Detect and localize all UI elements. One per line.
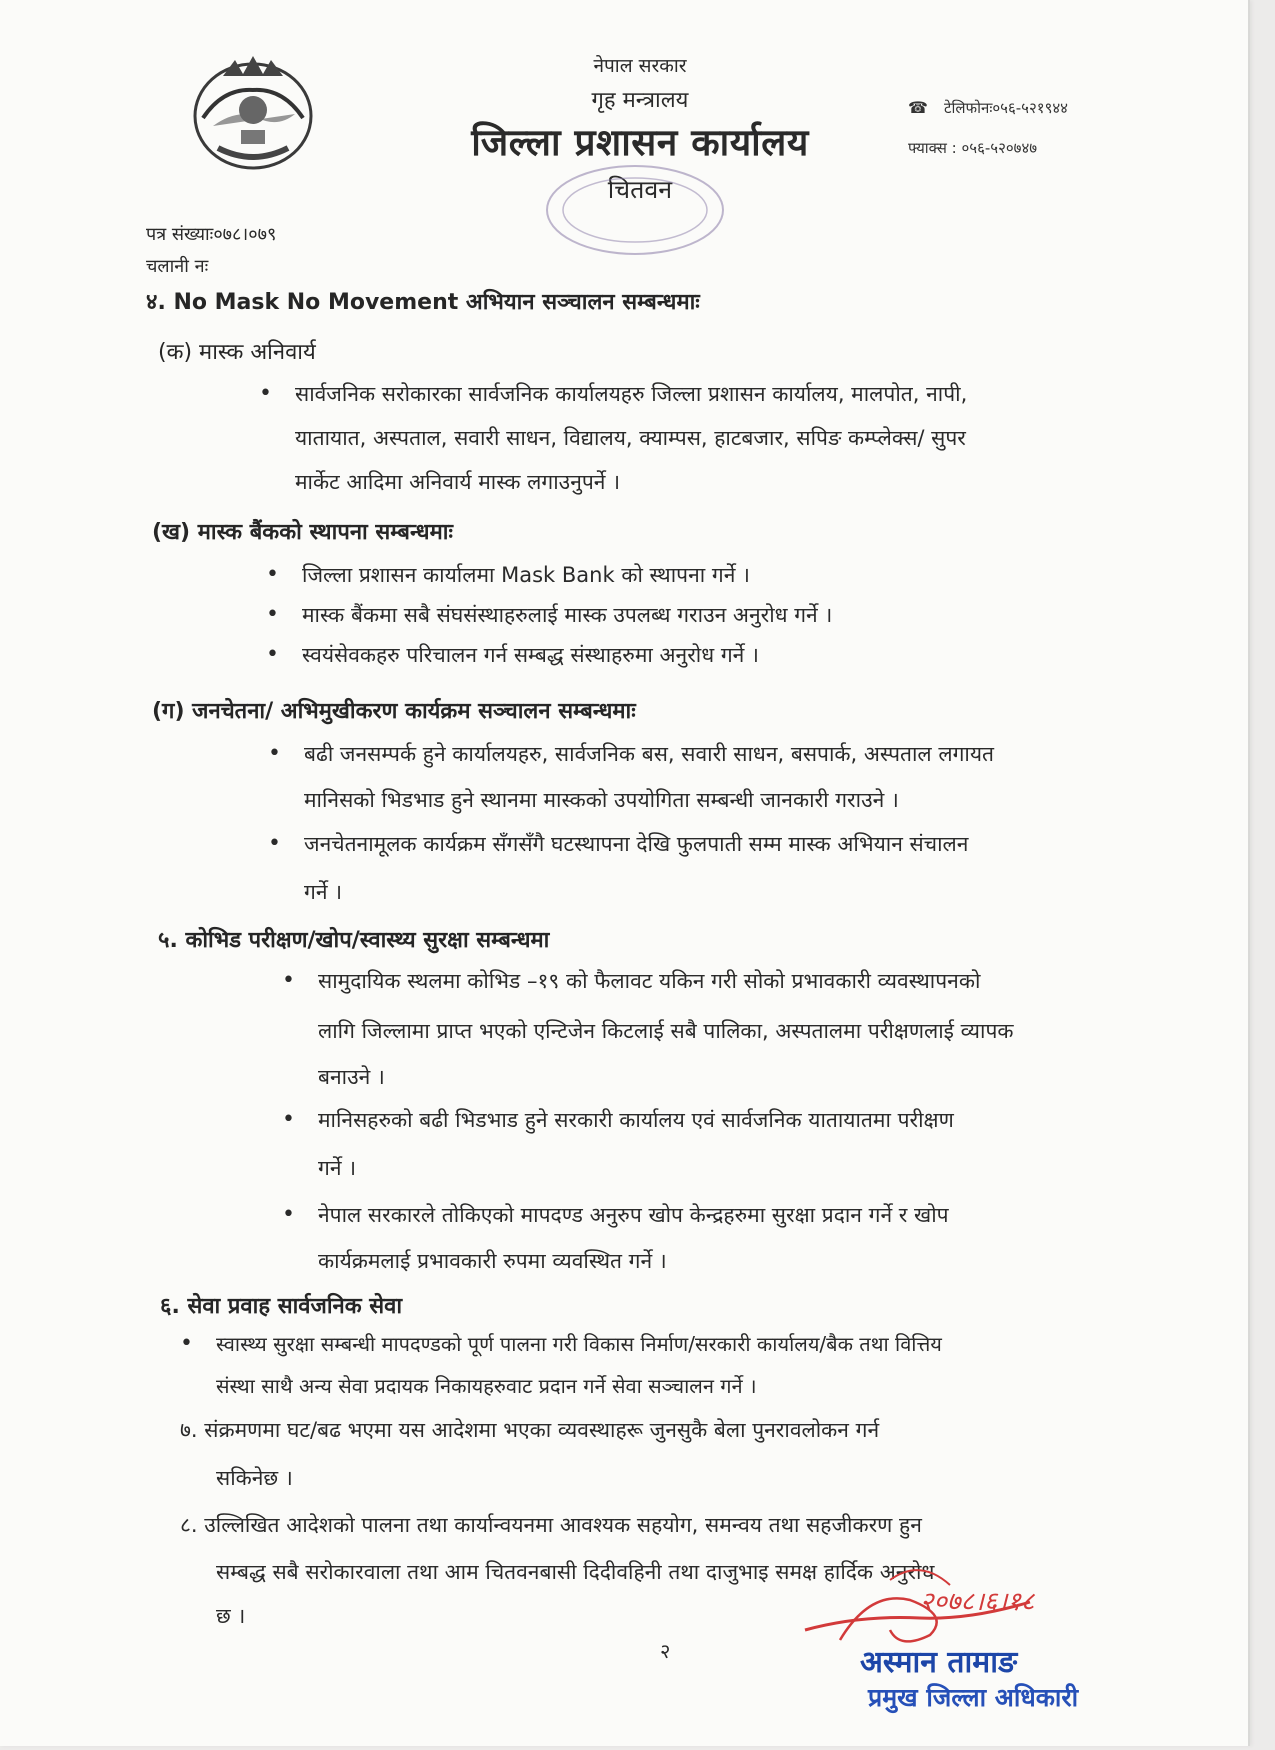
government-name: नेपाल सरकार (593, 55, 687, 77)
officer-name: अस्मान तामाङ (860, 1645, 1018, 1680)
section-7-continuation: सकिनेछ । (216, 1466, 293, 1490)
list-item-continuation: गर्ने । (318, 1156, 357, 1180)
section-6-title: ६. सेवा प्रवाह सार्वजनिक सेवा (160, 1294, 403, 1319)
section-8-continuation: छ । (216, 1604, 246, 1628)
list-item: • जनचेतनामूलक कार्यक्रम सँगसँगै घटस्थापना देखि फुलपाती सम्म मास्क अभियान संचालन (304, 822, 968, 866)
list-item: • सार्वजनिक सरोकारका सार्वजनिक कार्यालयहरु जिल्ला प्रशासन कार्यालय, मालपोत, नापी, (295, 372, 967, 416)
list-item: • जिल्ला प्रशासन कार्यालमा Mask Bank को स्थापना गर्ने । (302, 553, 750, 597)
office-stamp (540, 152, 730, 262)
list-item: • नेपाल सरकारले तोकिएको मापदण्ड अनुरुप खोप केन्द्रहरुमा सुरक्षा प्रदान गर्ने र खोप (318, 1193, 949, 1237)
section-8-text: ८. उल्लिखित आदेशको पालना तथा कार्यान्वयनमा आवश्यक सहयोग, समन्वय तथा सहजीकरण हुन (180, 1513, 922, 1537)
section-5-title: ५. कोभिड परीक्षण/खोप/स्वास्थ्य सुरक्षा सम्बन्धमा (158, 928, 550, 953)
nepal-emblem-icon (183, 48, 323, 176)
list-item: • स्वयंसेवकहरु परिचालन गर्न सम्बद्ध संस्थाहरुमा अनुरोध गर्ने । (302, 633, 759, 677)
reference-block (146, 219, 276, 283)
list-item: • मानिसहरुको बढी भिडभाड हुने सरकारी कार्यालय एवं सार्वजनिक यातायातमा परीक्षण (318, 1098, 954, 1142)
subsection-ka-title: (क) मास्क अनिवार्य (158, 340, 316, 365)
list-item: • मास्क बैंकमा सबै संघसंस्थाहरुलाई मास्क उपलब्ध गराउन अनुरोध गर्ने । (302, 593, 832, 637)
list-item-continuation: मानिसको भिडभाड हुने स्थानमा मास्कको उपयोगिता सम्बन्धी जानकारी गराउने । (304, 788, 899, 812)
letter-number: पत्र संख्याः०७८।०७९ (146, 224, 277, 245)
ministry-name: गृह मन्त्रालय (591, 88, 689, 113)
section-4-title: ४. No Mask No Movement अभियान सञ्चालन सम्बन्धमाः (146, 290, 700, 315)
list-item-continuation: लागि जिल्लामा प्राप्त भएको एन्टिजेन किटलाई सबै पालिका, अस्पतालमा परीक्षणलाई व्यापक (318, 1019, 1014, 1043)
subsection-ga-title: (ग) जनचेतना/ अभिमुखीकरण कार्यक्रम सञ्चालन सम्बन्धमाः (152, 699, 636, 724)
fax-number: फ्याक्स : ०५६-५२०७४७ (908, 139, 1038, 157)
list-item-continuation: बनाउने । (318, 1065, 385, 1089)
svg-text:२०७८।६।१८: २०७८।६।१८ (920, 1587, 1035, 1617)
section-8-continuation: सम्बद्ध सबै सरोकारवाला तथा आम चितवनबासी दिदीवहिनी तथा दाजुभाइ समक्ष हार्दिक अनुरोध (216, 1560, 935, 1584)
list-item: • बढी जनसम्पर्क हुने कार्यालयहरु, सार्वजनिक बस, सवारी साधन, बसपार्क, अस्पताल लगायत (304, 732, 994, 776)
phone-number: ☎ टेलिफोनः०५६-५२१९४४ (908, 98, 1068, 117)
officer-title: प्रमुख जिल्ला अधिकारी (868, 1683, 1079, 1712)
subsection-kha-title: (ख) मास्क बैंकको स्थापना सम्बन्धमाः (152, 520, 453, 545)
dispatch-number: चलानी नः (146, 256, 209, 277)
list-item-continuation: गर्ने । (304, 880, 343, 904)
list-item-continuation: यातायात, अस्पताल, सवारी साधन, विद्यालय, क्याम्पस, हाटबजार, सपिङ कम्प्लेक्स/ सुपर (295, 426, 966, 450)
list-item: • सामुदायिक स्थलमा कोभिड –१९ को फैलावट यकिन गरी सोको प्रभावकारी व्यवस्थापनको (318, 959, 980, 1003)
page-number: २ (660, 1639, 671, 1663)
district-name: चितवन (607, 175, 673, 204)
list-item-continuation: मार्केट आदिमा अनिवार्य मास्क लगाउनुपर्ने । (295, 470, 621, 494)
list-item-continuation: संस्था साथै अन्य सेवा प्रदायक निकायहरुवाट प्रदान गर्ने सेवा सञ्चालन गर्ने । (216, 1374, 757, 1398)
office-name: जिल्ला प्रशासन कार्यालय (471, 121, 809, 164)
section-7-text: ७. संक्रमणमा घट/बढ भएमा यस आदेशमा भएका व्यवस्थाहरू जुनसुकै बेला पुनरावलोकन गर्न (180, 1418, 880, 1442)
telephone-icon: ☎ (908, 98, 928, 117)
list-item: • स्वास्थ्य सुरक्षा सम्बन्धी मापदण्डको पूर्ण पालना गरी विकास निर्माण/सरकारी कार्यालय/बैक तथा वित्तिय (216, 1322, 942, 1366)
list-item-continuation: कार्यक्रमलाई प्रभावकारी रुपमा व्यवस्थित गर्ने । (318, 1249, 667, 1273)
